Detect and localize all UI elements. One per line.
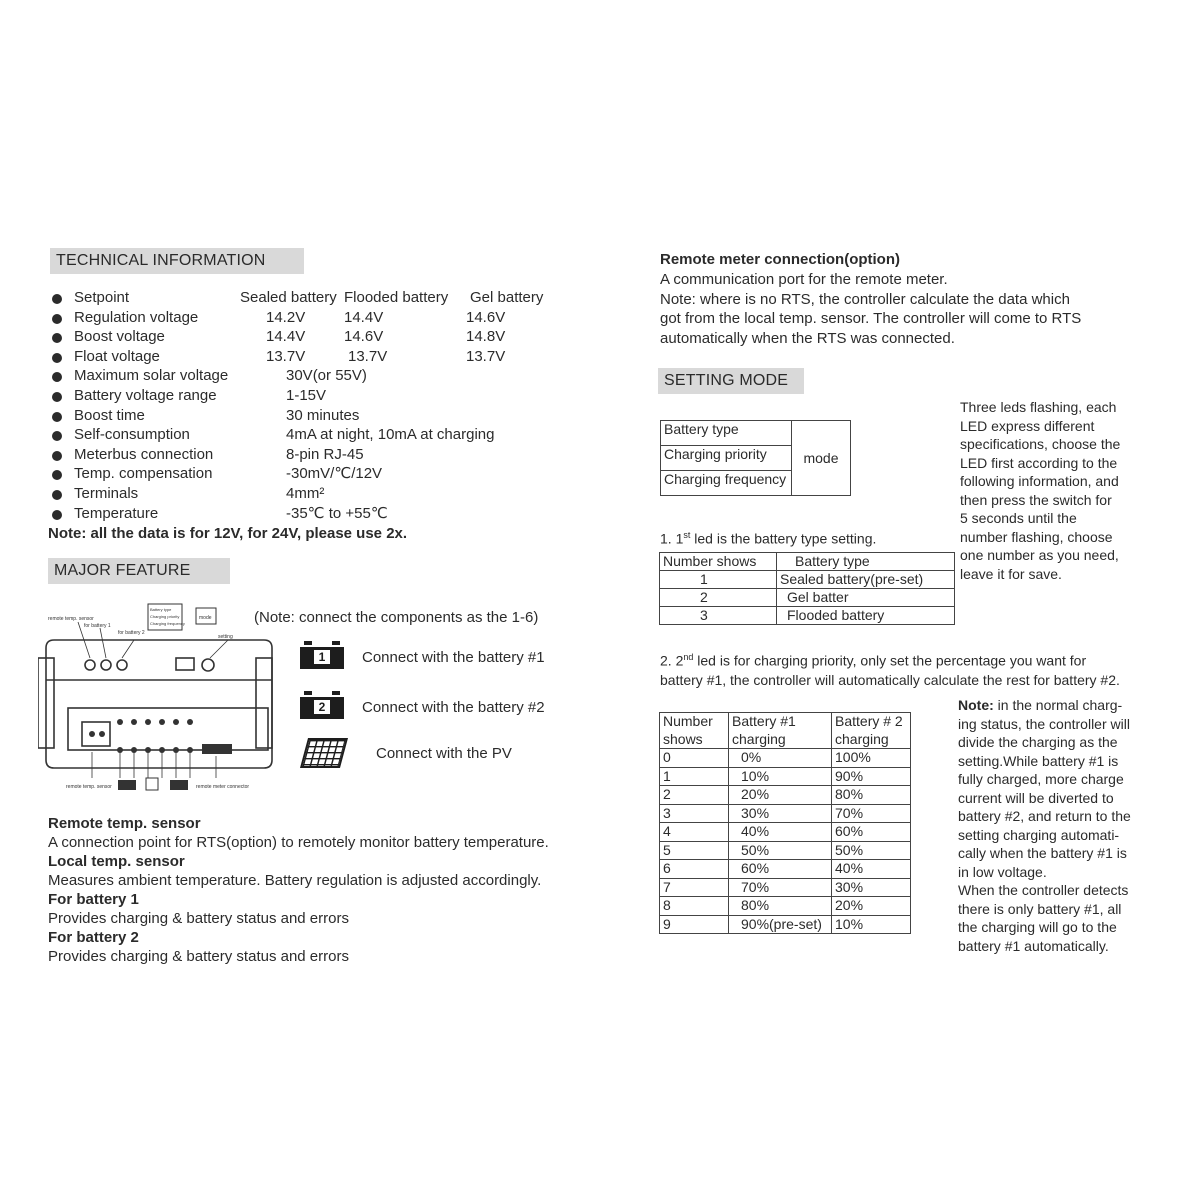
diagram-label-battery1: for battery 1 — [84, 623, 111, 629]
mode-item: Charging priority — [661, 446, 792, 471]
spec-sealed: 14.2V — [266, 308, 306, 326]
desc-title: Local temp. sensor — [48, 853, 185, 870]
remote-meter-text: A communication port for the remote meter. Note: where is no RTS, the controller calculate the data which got from the local temp. sensor. The controller will come to RTS automatically when the RTS was connected. — [660, 271, 1082, 347]
battery-icon: 1 — [300, 645, 344, 669]
spec-flooded: 13.7V — [348, 347, 388, 365]
spec-label: Terminals — [74, 484, 139, 502]
spec-label: Maximum solar voltage — [74, 367, 229, 385]
spec-flooded: Flooded battery — [344, 289, 449, 306]
table-row: 9 90%(pre-set) 10% — [660, 915, 911, 934]
table-row: 7 70% 30% — [660, 878, 911, 897]
battery-icon: 2 — [300, 695, 344, 719]
solar-panel-icon — [300, 738, 348, 768]
legend-battery-1 — [300, 645, 545, 669]
diagram-label-mode: mode — [199, 615, 212, 621]
connect-note: (Note: connect the components as the 1-6) — [254, 609, 539, 626]
desc-text: Measures ambient temperature. Battery regulation is adjusted accordingly. — [48, 872, 542, 889]
spec-note: Note: all the data is for 12V, for 24V, please use 2x. — [48, 525, 408, 542]
spec-label: Temp. compensation — [74, 465, 213, 483]
diagram-label-bottom-left: remote temp. sensor — [66, 784, 112, 790]
table-row: 4 40% 60% — [660, 823, 911, 842]
spec-flooded: 14.4V — [344, 308, 384, 326]
mode-instructions: Three leds flashing, each LED express different specifications, choose the LED first according to the following information, and then press the switch for 5 seconds until the number flashing, choose one number as you need, leave it for save. — [960, 399, 1121, 582]
battery-type-table — [659, 552, 955, 625]
legend-pv — [300, 738, 512, 768]
charging-note: Note: in the normal charg- ing status, the controller will divide the charging as the setting.While battery #1 is fully charged, more charge current will be diverted to battery #2, and return to the setting charging automati- cally when the battery #1 is in low voltage. When the controller detects there is only battery #1, all the charging will go to the battery #1 automatically. — [958, 697, 1131, 954]
spec-gel: Gel battery — [470, 289, 544, 306]
desc-text: A connection point for RTS(option) to remotely monitor battery temperature. — [48, 834, 549, 851]
bullet-icon — [52, 353, 62, 363]
desc-title: For battery 2 — [48, 929, 139, 946]
bullet-icon — [52, 470, 62, 480]
spec-value: 30 minutes — [286, 406, 360, 424]
spec-label: Regulation voltage — [74, 308, 199, 326]
diagram-label-bottom-right: remote meter connector — [196, 784, 250, 790]
major-feature-header: MAJOR FEATURE — [48, 558, 230, 584]
mode-item: Charging frequency — [661, 471, 792, 496]
desc-title: Remote temp. sensor — [48, 815, 201, 832]
table-row: 8 80% 20% — [660, 897, 911, 916]
bullet-icon — [52, 490, 62, 500]
diagram-box-line-1: Battery type — [150, 607, 172, 612]
mode-table — [660, 420, 851, 496]
spec-flooded: 14.6V — [344, 328, 384, 346]
spec-sealed: Sealed battery — [240, 289, 337, 306]
table-row: 3 Flooded battery — [660, 607, 955, 625]
spec-label: Setpoint — [74, 289, 130, 306]
table-row: 5 50% 50% — [660, 841, 911, 860]
spec-gel: 14.6V — [466, 308, 506, 326]
spec-label: Battery voltage range — [74, 386, 217, 404]
legend-text: Connect with the battery #1 — [362, 648, 545, 666]
table-row: 1 Sealed battery(pre-set) — [660, 571, 955, 589]
legend-battery-2 — [300, 695, 545, 719]
spec-value: -35℃ to +55℃ — [286, 504, 388, 522]
bullet-icon — [52, 451, 62, 461]
table-row: 2 Gel batter — [660, 589, 955, 607]
bullet-icon — [52, 372, 62, 382]
spec-value: 4mA at night, 10mA at charging — [286, 426, 495, 444]
spec-sealed: 14.4V — [266, 328, 306, 346]
bullet-icon — [52, 333, 62, 343]
diagram-box-line-3: Charging frequency — [150, 621, 185, 626]
spec-value: 8-pin RJ-45 — [286, 445, 364, 463]
spec-value: -30mV/℃/12V — [286, 465, 383, 483]
table-row: 1 10% 90% — [660, 767, 911, 786]
bullet-icon — [52, 392, 62, 402]
table-row: 6 60% 40% — [660, 860, 911, 879]
table-header: Number shows — [660, 553, 777, 571]
spec-label: Temperature — [74, 504, 159, 522]
spec-label: Meterbus connection — [74, 445, 214, 463]
bullet-icon — [52, 510, 62, 520]
diagram-label-battery2: for battery 2 — [118, 630, 145, 636]
spec-value: 1-15V — [286, 386, 327, 404]
bullet-icon — [52, 412, 62, 422]
mode-label: mode — [792, 421, 851, 496]
bullet-icon — [52, 431, 62, 441]
charging-priority-table: Number shows Battery #1 charging Battery # 2 charging 0 0% 100% 1 10% 90% 2 20% 80% 3 30% 70% 4 40% 60% 5 50% 50% 6 60% 40% 7 70% 30% 8 80% 20% 9 90%(pre-set) 10% — [659, 712, 911, 934]
table-row: 2 20% 80% — [660, 786, 911, 805]
bullet-icon — [52, 314, 62, 324]
table-header: Battery type — [777, 553, 955, 571]
mode-item: Battery type — [661, 421, 792, 446]
spec-label: Boost voltage — [74, 328, 165, 346]
spec-label: Boost time — [74, 406, 145, 424]
legend-text: Connect with the battery #2 — [362, 698, 545, 716]
diagram-box-line-2: Charging priority — [150, 614, 180, 619]
desc-text: Provides charging & battery status and errors — [48, 948, 349, 965]
spec-label: Float voltage — [74, 347, 160, 365]
legend-text: Connect with the PV — [376, 744, 512, 762]
desc-title: For battery 1 — [48, 891, 139, 908]
feature-descriptions — [48, 814, 549, 966]
diagram-label-setting: setting — [218, 634, 233, 640]
spec-gel: 13.7V — [466, 347, 506, 365]
table-row: 3 30% 70% — [660, 804, 911, 823]
controller-diagram — [38, 600, 278, 800]
setting-mode-header: SETTING MODE — [658, 368, 804, 394]
spec-gel: 14.8V — [466, 328, 506, 346]
desc-text: Provides charging & battery status and errors — [48, 910, 349, 927]
spec-label: Self-consumption — [74, 426, 190, 444]
spec-value: 30V(or 55V) — [286, 367, 367, 385]
table-row: 0 0% 100% — [660, 749, 911, 768]
diagram-label-remote-temp: remote temp. sensor — [48, 616, 94, 622]
bullet-icon — [52, 294, 62, 304]
spec-value: 4mm² — [286, 484, 325, 502]
led1-caption: 1. 1st led is the battery type setting. — [660, 530, 877, 547]
remote-meter-title: Remote meter connection(option) — [660, 251, 901, 268]
led2-caption: 2. 2nd led is for charging priority, only set the percentage you want for battery #1, the controller will automatically calculate the rest for battery #2. — [660, 652, 1120, 688]
spec-sealed: 13.7V — [266, 347, 306, 365]
technical-information-header: TECHNICAL INFORMATION — [50, 248, 304, 274]
